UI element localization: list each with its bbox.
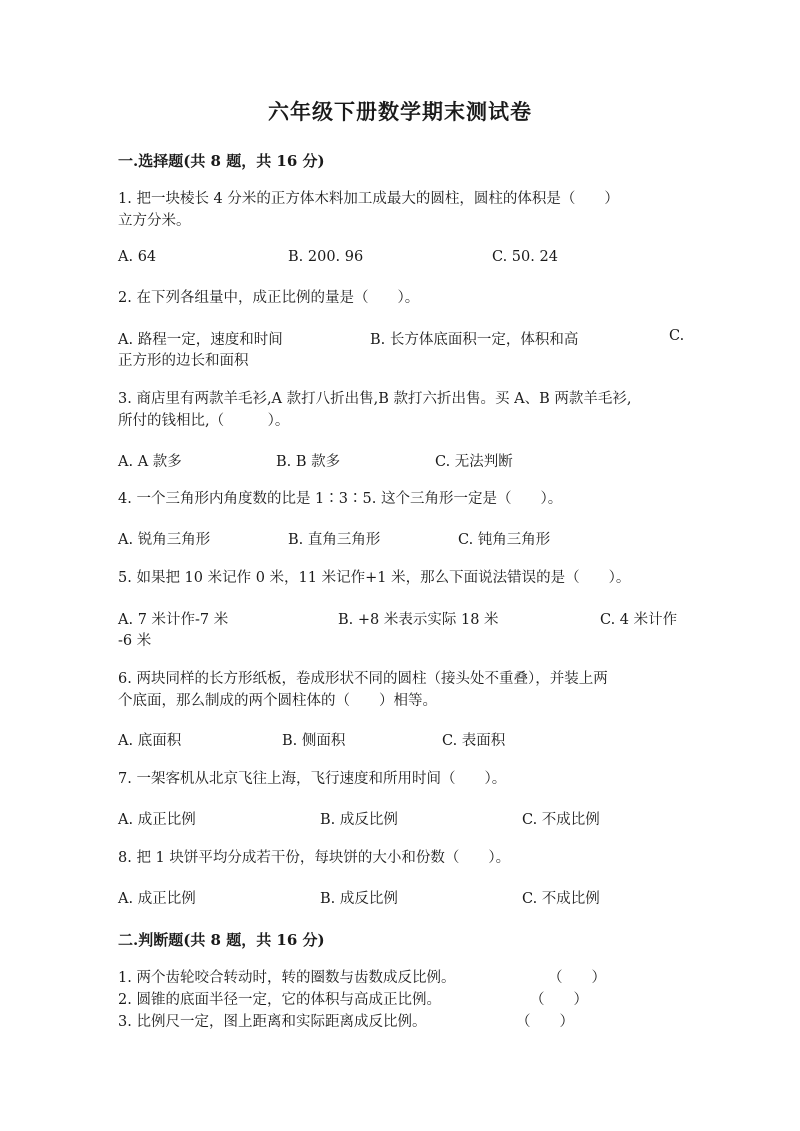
answer-parentheses: （ ） <box>516 1014 574 1030</box>
option-b: B. 成反比例 <box>320 812 398 828</box>
option-c: C. 钝角三角形 <box>458 532 551 548</box>
question-7 <box>118 768 684 790</box>
option-b: B. +8 米表示实际 18 米 <box>338 612 499 628</box>
question-1 <box>118 188 684 232</box>
option-a: A. 成正比例 <box>118 891 196 907</box>
option-c: C. 表面积 <box>442 733 506 749</box>
question-stem-line: 7. 一架客机从北京飞往上海，飞行速度和所用时间（ ）。 <box>118 771 507 787</box>
option-b: B. B 款多 <box>276 454 341 470</box>
judgement-item-2: 2. 圆锥的底面半径一定，它的体积与高成正比例。 <box>118 992 441 1008</box>
question-3 <box>118 388 684 432</box>
question-2 <box>118 287 684 309</box>
option-b: B. 长方体底面积一定，体积和高 <box>370 332 579 348</box>
question-4 <box>118 488 684 510</box>
question-stem-line: 所付的钱相比,（ ）。 <box>118 413 290 429</box>
option-b: B. 直角三角形 <box>288 532 381 548</box>
question-stem-line: 5. 如果把 10 米记作 0 米，11 米记作+1 米，那么下面说法错误的是（ ）。 <box>118 570 631 586</box>
option-c: C. 不成比例 <box>522 812 600 828</box>
option-a: A. A 款多 <box>118 454 182 470</box>
option-b: B. 200. 96 <box>288 249 364 265</box>
question-stem-line: 2. 在下列各组量中，成正比例的量是（ ）。 <box>118 290 420 306</box>
question-stem-line: 1. 把一块棱长 4 分米的正方体木料加工成最大的圆柱，圆柱的体积是（ ） <box>118 191 619 207</box>
option-c: C. 无法判断 <box>435 454 513 470</box>
question-stem-line: 8. 把 1 块饼平均分成若干份，每块饼的大小和份数（ ）。 <box>118 850 511 866</box>
option-a: A. 7 米计作-7 米 <box>118 612 229 628</box>
section-heading-judgement: 二.判断题(共 8 题，共 16 分) <box>118 931 325 949</box>
option-c: C. 4 米计作 <box>600 612 678 628</box>
option-a: A. 成正比例 <box>118 812 196 828</box>
option-c-continued: 正方形的边长和面积 <box>118 353 249 369</box>
question-stem-line: 3. 商店里有两款羊毛衫,A 款打八折出售,B 款打六折出售。买 A、B 两款羊毛衫, <box>118 391 632 407</box>
page-title: 六年级下册数学期末测试卷 <box>268 99 532 124</box>
question-stem-line: 6. 两块同样的长方形纸板，卷成形状不同的圆柱（接头处不重叠），并装上两 <box>118 671 608 687</box>
option-b: B. 成反比例 <box>320 891 398 907</box>
option-c-continued: -6 米 <box>118 633 152 649</box>
judgement-item-1: 1. 两个齿轮咬合转动时，转的圈数与齿数成反比例。 <box>118 970 456 986</box>
option-a: A. 路程一定，速度和时间 <box>118 332 283 348</box>
option-c: C. <box>669 328 685 344</box>
question-8 <box>118 847 684 869</box>
judgement-item-3: 3. 比例尺一定，图上距离和实际距离成反比例。 <box>118 1014 427 1030</box>
answer-parentheses: （ ） <box>530 992 588 1008</box>
question-5 <box>118 567 684 589</box>
question-stem-line: 立方分米。 <box>118 213 191 229</box>
option-a: A. 底面积 <box>118 733 182 749</box>
question-6 <box>118 668 684 712</box>
question-stem-line: 个底面，那么制成的两个圆柱体的（ ）相等。 <box>118 693 437 709</box>
question-stem-line: 4. 一个三角形内角度数的比是 1∶3∶5. 这个三角形一定是（ ）。 <box>118 491 563 507</box>
option-c: C. 50. 24 <box>492 249 558 265</box>
option-a: A. 锐角三角形 <box>118 532 211 548</box>
section-heading-choice: 一.选择题(共 8 题，共 16 分) <box>118 152 325 170</box>
option-c: C. 不成比例 <box>522 891 600 907</box>
option-b: B. 侧面积 <box>282 733 346 749</box>
answer-parentheses: （ ） <box>548 970 606 986</box>
option-a: A. 64 <box>118 249 157 265</box>
